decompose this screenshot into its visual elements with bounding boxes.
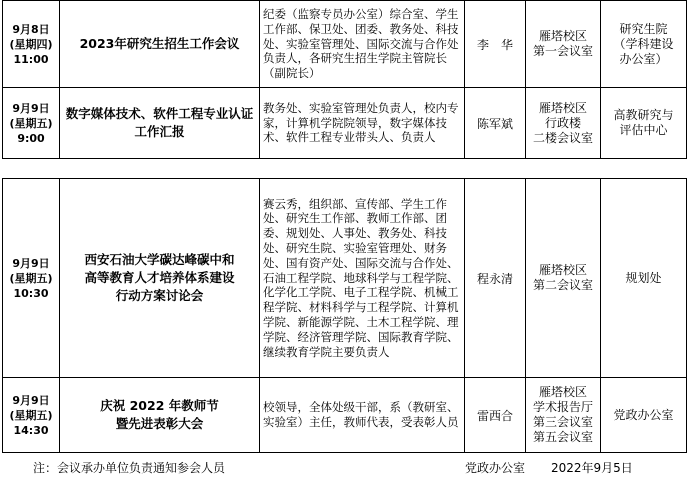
meeting-title-line: 工作汇报 — [134, 124, 185, 139]
time: 9:00 — [17, 131, 45, 145]
venue-line: 第三会议室 — [532, 415, 593, 429]
organizer-line: （学科建设 — [613, 36, 674, 51]
date: 9月9日 — [12, 393, 50, 407]
venue — [526, 1, 601, 88]
organizer-line: 党政办公室 — [613, 407, 674, 422]
meeting-title-line: 高等教育人才培养体系建设 — [84, 270, 235, 285]
meeting-title-line: 数字媒体技术、软件工程专业认证 — [65, 106, 254, 121]
host: 陈军斌 — [465, 88, 526, 159]
organizer — [601, 378, 687, 453]
venue — [526, 378, 601, 453]
venue-line: 第一会议室 — [532, 44, 593, 58]
venue-line: 行政楼 — [544, 115, 581, 130]
meeting-title — [60, 88, 260, 159]
organizer-line: 办公室） — [619, 51, 668, 66]
venue-line: 雁塔校区 — [538, 385, 587, 399]
organizer — [601, 1, 687, 88]
date: 9月8日 — [12, 22, 50, 36]
date-time-cell — [3, 1, 60, 88]
date: 9月9日 — [12, 256, 50, 270]
table-row — [3, 378, 687, 453]
meeting-title-line: 庆祝 2022 年教师节 — [100, 398, 219, 413]
venue — [526, 179, 601, 378]
venue-line: 二楼会议室 — [532, 130, 593, 145]
meeting-title — [60, 179, 260, 378]
weekday: (星期五) — [9, 408, 53, 422]
attendees: 校领导，全体处级干部，系（教研室、实验室）主任，教师代表，受表彰人员 — [260, 378, 465, 453]
organizer — [601, 88, 687, 159]
venue-line: 第二会议室 — [532, 278, 593, 292]
footer-office: 党政办公室 — [465, 461, 526, 475]
host: 李 华 — [465, 1, 526, 88]
venue-line: 雁塔校区 — [538, 29, 587, 43]
venue-line: 雁塔校区 — [538, 100, 587, 115]
venue — [526, 88, 601, 159]
time: 10:30 — [13, 286, 49, 300]
weekday: (星期四) — [9, 37, 53, 51]
meeting-title-line: 2023年研究生招生工作会议 — [79, 36, 240, 51]
organizer — [601, 179, 687, 378]
meeting-title — [60, 1, 260, 88]
organizer-line: 规划处 — [625, 270, 662, 285]
time: 14:30 — [13, 423, 49, 437]
host: 程永清 — [465, 179, 526, 378]
attendees: 教务处、实验室管理处负责人，校内专家，计算机学院院领导，数字媒体技术、软件工程专业带头人、负责人 — [260, 88, 465, 159]
date: 9月9日 — [12, 101, 50, 115]
meeting-title — [60, 378, 260, 453]
venue-line: 雁塔校区 — [538, 263, 587, 277]
attendees: 纪委（监察专员办公室）综合室、学生工作部、保卫处、团委、教务处、科技处、实验室管理处、国际交流与合作处负责人，各研究生招生学院主管院长（副院长） — [260, 1, 465, 88]
date-time-cell — [3, 179, 60, 378]
attendees: 赛云秀，组织部、宣传部、学生工作处、研究生工作部、教师工作部、团委、规划处、人事处、教务处、科技处、研究生院、实验室管理处、财务处、国有资产处、国际交流与合作处、石油工程学院、地球科学与工程学院、化学化工学院、电子工程学院、机械工程学院、材料科学与工程学院、计算机学院、新能源学院、土木工程学院、理学院、经济管理学院、国际教育学院、继续教育学院主要负责人 — [260, 179, 465, 378]
date-time-cell — [3, 88, 60, 159]
venue-line: 第五会议室 — [532, 430, 593, 444]
time: 11:00 — [13, 52, 49, 66]
table-row — [3, 1, 687, 88]
weekday: (星期五) — [9, 116, 53, 130]
organizer-line: 评估中心 — [619, 123, 668, 137]
meeting-title-line: 行动方案讨论会 — [115, 288, 204, 303]
table-row — [3, 179, 687, 378]
date-time-cell — [3, 378, 60, 453]
host: 雷西合 — [465, 378, 526, 453]
venue-line: 学术报告厅 — [532, 400, 593, 414]
footer-date: 2022年9月5日 — [551, 461, 633, 475]
footer-note: 注：会议承办单位负责通知参会人员 — [33, 461, 226, 475]
organizer-line: 高教研究与 — [613, 108, 674, 122]
table-row — [3, 88, 687, 159]
meeting-title-line: 西安石油大学碳达峰碳中和 — [84, 252, 235, 267]
meeting-title-line: 暨先进表彰大会 — [115, 416, 204, 431]
schedule-table-top — [2, 0, 687, 159]
weekday: (星期五) — [9, 271, 53, 285]
organizer-line: 研究生院 — [619, 21, 668, 36]
schedule-table-bottom — [2, 178, 687, 453]
